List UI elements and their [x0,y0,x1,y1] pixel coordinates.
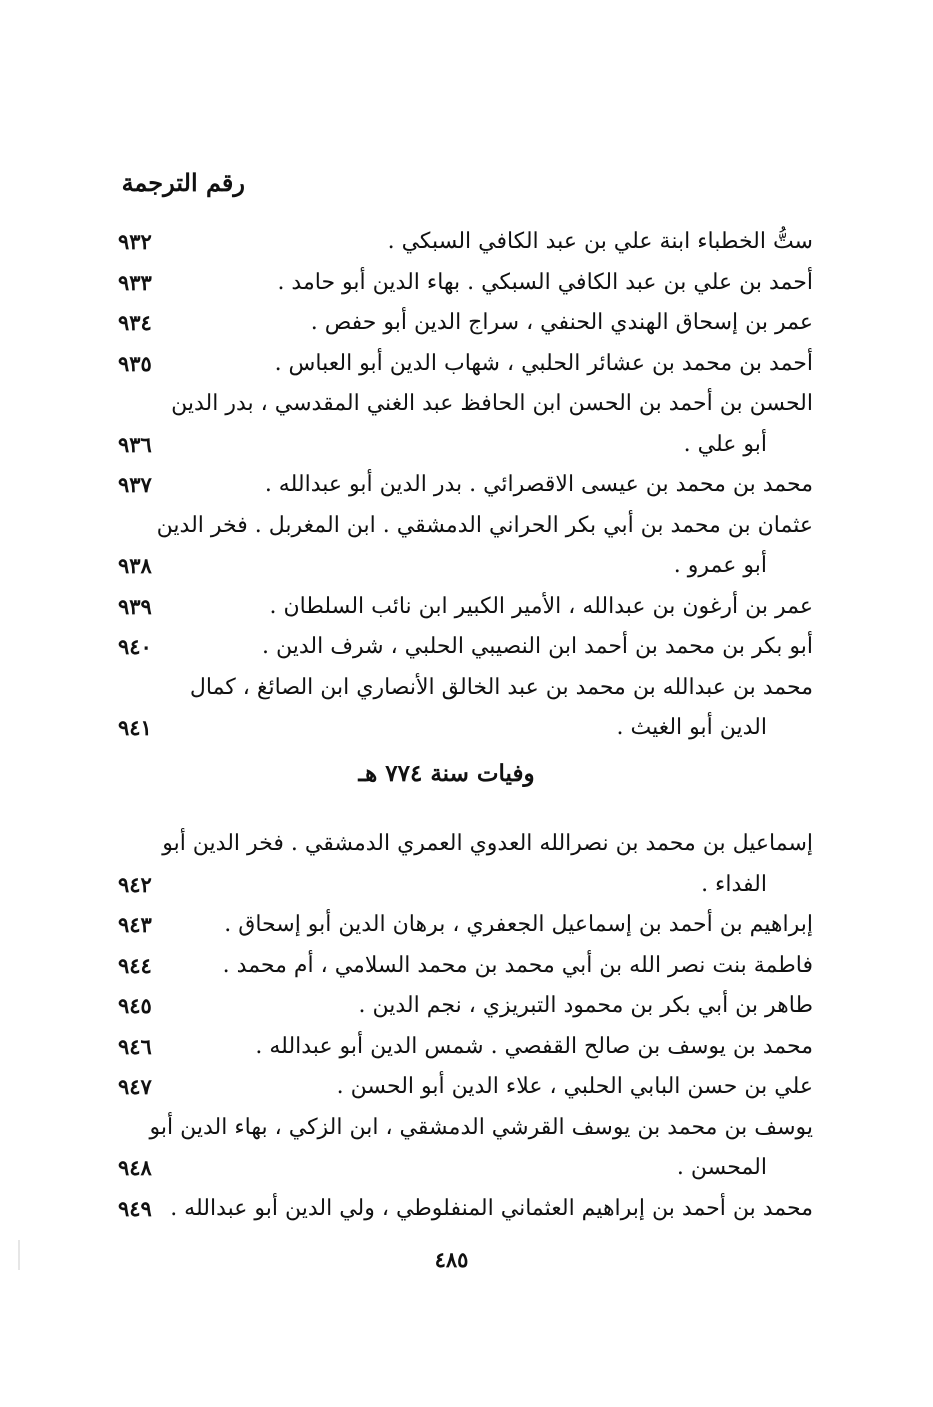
entry-text: علي بن حسن البابي الحلبي ، علاء الدين أبو الحسن . [336,1074,813,1099]
entry-text: إبراهيم بن أحمد بن إسماعيل الجعفري ، برهان الدين أبو إسحاق . [224,912,813,937]
entry-number: ٩٤٩ [118,1195,152,1221]
entry-text: طاهر بن أبي بكر بن محمود التبريزي ، نجم الدين . [358,993,813,1018]
entry-number: ٩٣٦ [118,431,152,457]
entry-text: عمر بن أرغون بن عبدالله ، الأمير الكبير ابن نائب السلطان . [269,593,813,619]
list-item [118,344,813,385]
entry-number: ٩٤٢ [118,871,152,897]
entry-text: يوسف بن محمد بن يوسف القرشي الدمشقي ، ابن الزكي ، بهاء الدين أبو [149,1114,813,1140]
entry-number: ٩٤٨ [118,1155,152,1180]
entry-text-continuation: المحسن . [676,1155,767,1180]
list-item [118,824,813,905]
page-number: ٤٨٥ [434,1247,469,1272]
entry-text: الحسن بن أحمد بن الحسن ابن الحافظ عبد الغني المقدسي ، بدر الدين [171,391,813,416]
entry-number: ٩٣٢ [118,229,152,254]
list-item [118,1067,813,1108]
entries-list-1 [118,222,813,749]
entry-number: ٩٣٤ [118,310,152,335]
section-heading: وفيات سنة ٧٧٤ هـ [358,760,535,787]
list-item [118,627,813,668]
entry-text: أبو بكر بن محمد بن أحمد ابن النصيبي الحلبي ، شرف الدين . [261,634,813,659]
entry-text-continuation: أبو علي . [683,431,767,457]
entry-number: ٩٤٧ [118,1074,152,1099]
entry-text: محمد بن محمد بن عيسى الاقصرائي . بدر الدين أبو عبدالله . [264,472,813,497]
entry-text: أحمد بن علي بن عبد الكافي السبكي . بهاء الدين أبو حامد . [277,269,813,295]
list-item [118,506,813,587]
entry-text: محمد بن أحمد بن إبراهيم العثماني المنفلوطي ، ولي الدين أبو عبدالله . [170,1195,813,1221]
entry-number: ٩٣٧ [118,472,152,497]
list-item [118,1189,813,1230]
entry-number: ٩٤٠ [118,634,152,659]
entry-text: محمد بن يوسف بن صالح القفصي . شمس الدين أبو عبدالله . [255,1033,813,1059]
entry-number: ٩٣٣ [118,269,152,295]
list-item [118,905,813,946]
list-item [118,303,813,344]
list-item [118,946,813,987]
entry-text-continuation: الفداء . [701,871,767,897]
list-item [118,986,813,1027]
list-item [118,1108,813,1189]
entry-text: عثمان بن محمد بن أبي بكر الحراني الدمشقي . ابن المغربل . فخر الدين [156,512,813,538]
translation-number-heading: رقم الترجمة [121,168,245,197]
entry-text: أحمد بن محمد بن عشائر الحلبي ، شهاب الدين أبو العباس . [274,350,813,376]
list-item [118,587,813,628]
entries-list-2 [118,824,813,1229]
entry-number: ٩٤٣ [118,912,152,937]
entry-text: محمد بن عبدالله بن محمد بن عبد الخالق الأنصاري ابن الصائغ ، كمال [189,674,813,700]
scan-edge-mark [18,1240,20,1270]
list-item [118,1027,813,1068]
entry-number: ٩٤٤ [118,952,152,978]
entry-number: ٩٤٥ [118,993,152,1018]
entry-text-continuation: الدين أبو الغيث . [616,715,767,740]
list-item [118,263,813,304]
entry-number: ٩٤٦ [118,1033,152,1059]
entry-number: ٩٣٥ [118,350,152,376]
entry-number: ٩٣٩ [118,593,152,619]
entry-text: إسماعيل بن محمد بن نصرالله العدوي العمري الدمشقي . فخر الدين أبو [162,831,813,856]
list-item [118,384,813,465]
entry-number: ٩٤١ [118,715,152,740]
list-item [118,465,813,506]
list-item [118,668,813,749]
entry-text: فاطمة بنت نصر الله بن أبي محمد بن محمد السلامي ، أم محمد . [222,952,813,978]
list-item [118,222,813,263]
entry-text: عمر بن إسحاق الهندي الحنفي ، سراج الدين أبو حفص . [310,310,813,335]
entry-text: ستُّ الخطباء ابنة علي بن عبد الكافي السبكي . [387,229,813,254]
entry-number: ٩٣٨ [118,553,152,578]
entry-text-continuation: أبو عمرو . [673,553,767,578]
